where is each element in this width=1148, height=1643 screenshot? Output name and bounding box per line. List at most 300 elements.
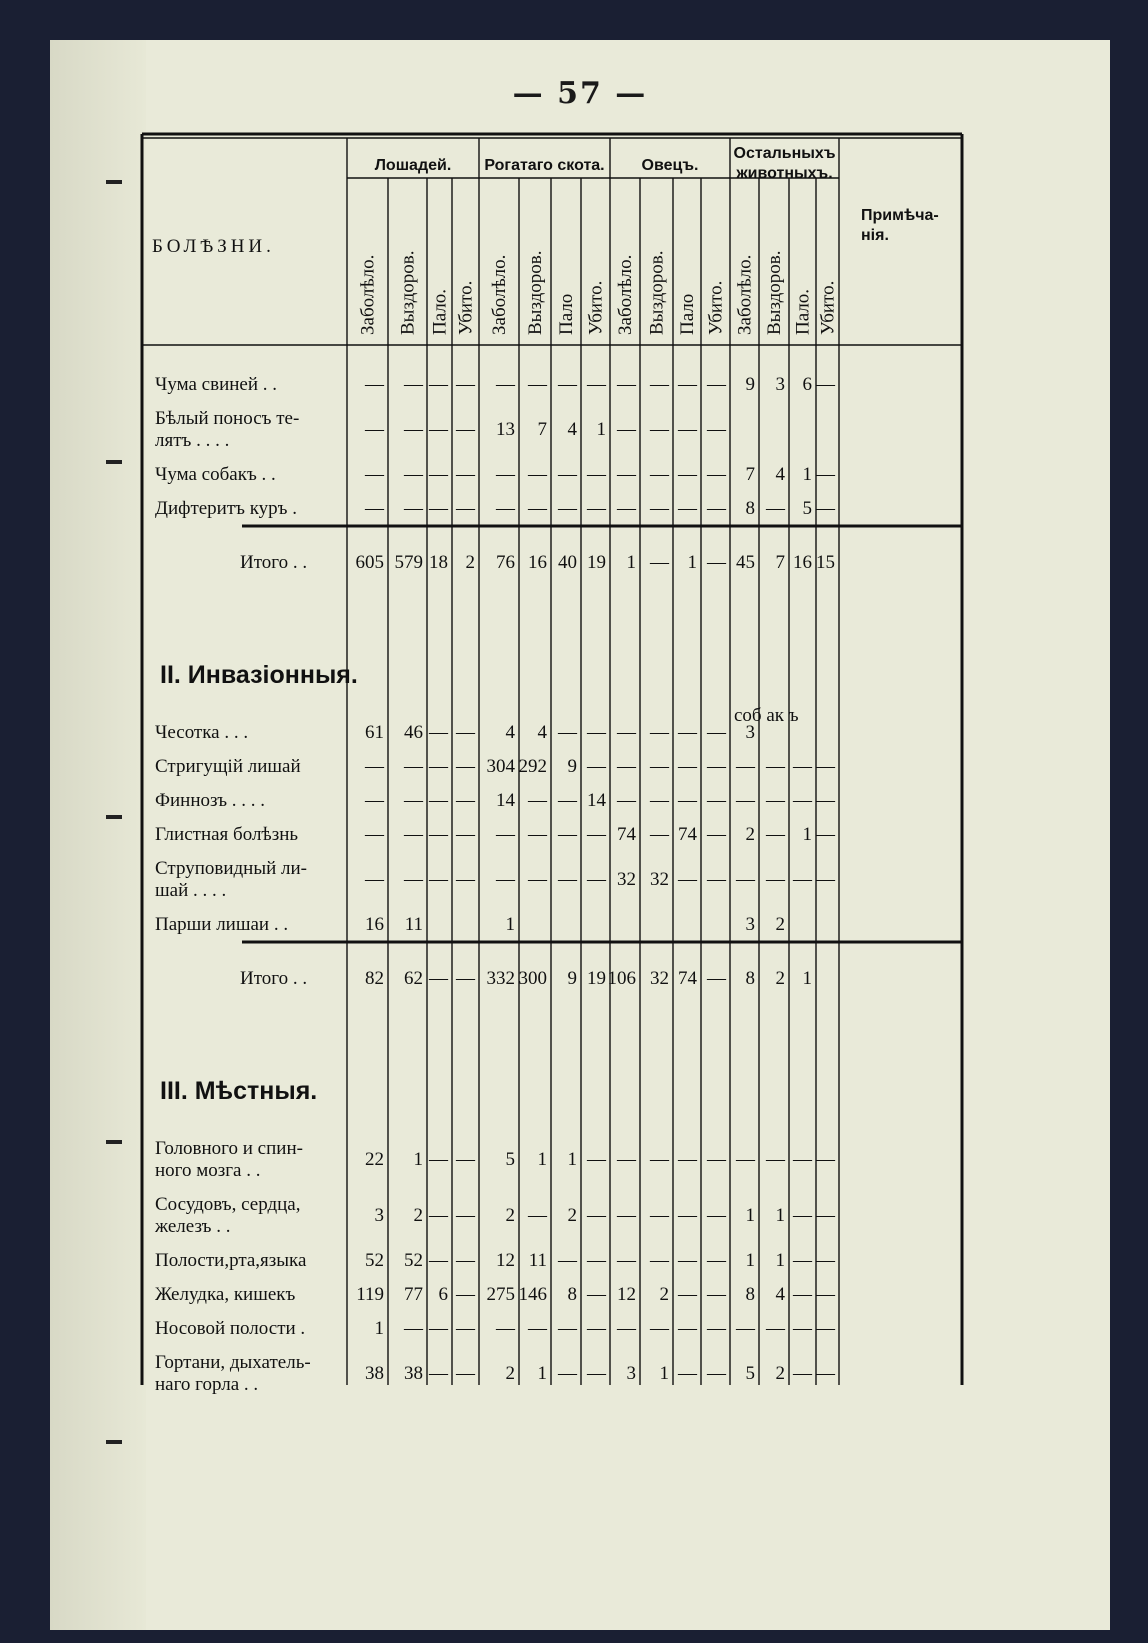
cell-value: — — [707, 1318, 726, 1339]
row-label: Чума собакъ . . — [155, 464, 276, 485]
cell-value: — — [429, 756, 448, 777]
cell-value: — — [793, 1149, 812, 1170]
cell-value: — — [558, 722, 577, 743]
cell-value: — — [650, 374, 669, 395]
row-label: наго горла . . — [155, 1374, 259, 1395]
cell-value: — — [365, 498, 384, 519]
cell-value: — — [456, 1149, 475, 1170]
cell-value: 16 — [793, 552, 812, 573]
cell-value: 9 — [567, 756, 577, 777]
cell-value: 14 — [496, 790, 515, 811]
cell-value: 1 — [802, 968, 812, 989]
cell-value: — — [707, 869, 726, 890]
cell-value: — — [587, 464, 606, 485]
row-note: соб ак ъ — [734, 705, 799, 726]
cell-value: — — [650, 1250, 669, 1271]
group-header: Лошадей. — [374, 157, 452, 174]
cell-value: — — [793, 1205, 812, 1226]
cell-value: — — [650, 790, 669, 811]
section-heading: II. Инвазіонныя. — [160, 661, 358, 689]
cell-value: 13 — [496, 419, 515, 440]
cell-value: — — [678, 1363, 697, 1384]
cell-value: — — [496, 824, 515, 845]
cell-value: 5 — [505, 1149, 515, 1170]
cell-value: — — [707, 1284, 726, 1305]
cell-value: 3 — [745, 914, 755, 935]
cell-value: — — [528, 824, 547, 845]
cell-value: — — [528, 790, 547, 811]
cell-value: — — [496, 374, 515, 395]
notes-column-header: Примѣча- — [861, 207, 939, 224]
cell-value: — — [678, 374, 697, 395]
cell-value: 82 — [365, 968, 384, 989]
cell-value: 1 — [567, 1149, 577, 1170]
cell-value: 52 — [404, 1250, 423, 1271]
cell-value: — — [816, 1363, 835, 1384]
cell-value: — — [617, 1205, 636, 1226]
cell-value: — — [707, 722, 726, 743]
cell-value: — — [429, 1363, 448, 1384]
cell-value: — — [558, 824, 577, 845]
cell-value: — — [736, 756, 755, 777]
cell-value: 1 — [745, 1205, 755, 1226]
cell-value: — — [793, 1284, 812, 1305]
cell-value: 19 — [587, 552, 606, 573]
book-page — [50, 40, 1110, 1630]
cell-value: — — [707, 824, 726, 845]
cell-value: — — [793, 756, 812, 777]
cell-value: — — [558, 464, 577, 485]
notes-column-header: нія. — [861, 227, 889, 244]
cell-value: — — [766, 498, 785, 519]
row-label: Струповидный ли- — [155, 858, 308, 879]
cell-value: 1 — [413, 1149, 423, 1170]
cell-value: 9 — [745, 374, 755, 395]
cell-value: 3 — [745, 722, 755, 743]
cell-value: 11 — [528, 1250, 547, 1271]
row-label: Бѣлый поносъ те- — [155, 408, 300, 429]
cell-value: — — [816, 464, 835, 485]
cell-value: — — [528, 1318, 547, 1339]
cell-value: — — [707, 790, 726, 811]
section-heading: III. Мѣстныя. — [160, 1077, 318, 1105]
cell-value: — — [528, 374, 547, 395]
cell-value: — — [429, 968, 448, 989]
cell-value: — — [678, 1250, 697, 1271]
cell-value: — — [558, 869, 577, 890]
subcolumn-header: Убито. — [705, 280, 727, 335]
cell-value: — — [587, 1284, 606, 1305]
row-label: Стригущій лишай — [155, 756, 301, 777]
cell-value: — — [707, 968, 726, 989]
cell-value: — — [816, 1284, 835, 1305]
cell-value: 7 — [745, 464, 755, 485]
cell-value: 1 — [505, 914, 515, 935]
cell-value: — — [678, 790, 697, 811]
cell-value: — — [496, 869, 515, 890]
cell-value: — — [528, 869, 547, 890]
cell-value: 119 — [356, 1284, 384, 1305]
cell-value: 16 — [365, 914, 384, 935]
row-label: Чесотка . . . — [155, 722, 249, 743]
cell-value: — — [404, 790, 423, 811]
cell-value: — — [456, 869, 475, 890]
cell-value: 2 — [567, 1205, 577, 1226]
cell-value: — — [617, 790, 636, 811]
cell-value: — — [456, 790, 475, 811]
cell-value: 38 — [365, 1363, 384, 1384]
cell-value: — — [587, 824, 606, 845]
cell-value: — — [678, 1149, 697, 1170]
cell-value: 1 — [775, 1250, 785, 1271]
group-header: Рогатаго скота. — [484, 157, 605, 174]
cell-value: — — [365, 790, 384, 811]
cell-value: 18 — [429, 552, 448, 573]
cell-value: — — [816, 1250, 835, 1271]
cell-value: — — [766, 1318, 785, 1339]
subcolumn-header: Пало — [677, 293, 698, 335]
cell-value: 8 — [745, 498, 755, 519]
cell-value: — — [650, 464, 669, 485]
cell-value: — — [456, 968, 475, 989]
cell-value: — — [650, 1205, 669, 1226]
cell-value: — — [617, 1318, 636, 1339]
cell-value: — — [429, 464, 448, 485]
cell-value: 2 — [413, 1205, 423, 1226]
cell-value: 46 — [404, 722, 423, 743]
cell-value: 2 — [745, 824, 755, 845]
cell-value: 22 — [365, 1149, 384, 1170]
row-label: Итого . . — [240, 552, 308, 573]
subcolumn-header: Выздоров. — [764, 250, 785, 335]
cell-value: 14 — [587, 790, 606, 811]
cell-value: 32 — [650, 869, 669, 890]
cell-value: 2 — [505, 1205, 515, 1226]
cell-value: — — [650, 498, 669, 519]
cell-value: — — [678, 419, 697, 440]
cell-value: 7 — [537, 419, 547, 440]
cell-value: — — [456, 1205, 475, 1226]
cell-value: — — [429, 790, 448, 811]
cell-value: — — [587, 1318, 606, 1339]
cell-value: 146 — [518, 1284, 547, 1305]
cell-value: — — [816, 1149, 835, 1170]
cell-value: — — [707, 498, 726, 519]
cell-value: — — [558, 374, 577, 395]
cell-value: 16 — [528, 552, 547, 573]
page-number: — 57 — — [512, 76, 648, 111]
cell-value: — — [429, 374, 448, 395]
cell-value: 332 — [486, 968, 515, 989]
cell-value: — — [404, 498, 423, 519]
cell-value: — — [429, 869, 448, 890]
cell-value: — — [678, 869, 697, 890]
cell-value: — — [404, 824, 423, 845]
subcolumn-header: Убито. — [817, 280, 839, 335]
cell-value: — — [617, 722, 636, 743]
row-label: железъ . . — [155, 1216, 231, 1237]
cell-value: 8 — [567, 1284, 577, 1305]
cell-value: — — [558, 1250, 577, 1271]
cell-value: — — [707, 1250, 726, 1271]
cell-value: — — [404, 419, 423, 440]
cell-value: 3 — [775, 374, 785, 395]
cell-value: 6 — [438, 1284, 448, 1305]
row-label: лятъ . . . . — [155, 430, 230, 451]
cell-value: 1 — [802, 824, 812, 845]
row-label: Финнозъ . . . . — [155, 790, 266, 811]
cell-value: — — [456, 498, 475, 519]
cell-value: — — [650, 552, 669, 573]
cell-value: — — [736, 869, 755, 890]
cell-value: — — [365, 419, 384, 440]
cell-value: — — [456, 1363, 475, 1384]
cell-value: — — [707, 374, 726, 395]
cell-value: 3 — [374, 1205, 384, 1226]
cell-value: 275 — [486, 1284, 515, 1305]
cell-value: — — [736, 1318, 755, 1339]
cell-value: — — [816, 756, 835, 777]
cell-value: 605 — [355, 552, 384, 573]
cell-value: 579 — [394, 552, 423, 573]
cell-value: 40 — [558, 552, 577, 573]
cell-value: — — [456, 419, 475, 440]
cell-value: 1 — [626, 552, 636, 573]
cell-value: 5 — [802, 498, 812, 519]
cell-value: 4 — [505, 722, 515, 743]
cell-value: — — [793, 869, 812, 890]
row-label: Итого . . — [240, 968, 308, 989]
cell-value: — — [707, 1205, 726, 1226]
cell-value: — — [816, 790, 835, 811]
cell-value: 2 — [659, 1284, 669, 1305]
cell-value: — — [456, 1284, 475, 1305]
cell-value: 1 — [659, 1363, 669, 1384]
cell-value: 8 — [745, 1284, 755, 1305]
cell-value: 62 — [404, 968, 423, 989]
subcolumn-header: Убито. — [585, 280, 607, 335]
cell-value: — — [650, 756, 669, 777]
cell-value: 38 — [404, 1363, 423, 1384]
row-label: Носовой полости . — [155, 1318, 306, 1339]
subcolumn-header: Заболѣло. — [734, 254, 756, 335]
cell-value: — — [617, 1250, 636, 1271]
cell-value: — — [558, 498, 577, 519]
cell-value: — — [707, 464, 726, 485]
cell-value: 1 — [596, 419, 606, 440]
row-label: Дифтеритъ куръ . — [155, 498, 298, 519]
cell-value: 11 — [404, 914, 423, 935]
cell-value: — — [429, 824, 448, 845]
cell-value: — — [766, 756, 785, 777]
cell-value: — — [587, 1250, 606, 1271]
cell-value: 74 — [678, 968, 697, 989]
cell-value: 76 — [496, 552, 515, 573]
cell-value: — — [429, 1318, 448, 1339]
cell-value: 8 — [745, 968, 755, 989]
cell-value: — — [528, 1205, 547, 1226]
cell-value: 74 — [617, 824, 636, 845]
cell-value: — — [456, 1318, 475, 1339]
cell-value: 7 — [775, 552, 785, 573]
cell-value: — — [650, 1318, 669, 1339]
row-label: ного мозга . . — [155, 1160, 261, 1181]
cell-value: — — [365, 464, 384, 485]
cell-value: 5 — [745, 1363, 755, 1384]
cell-value: — — [528, 464, 547, 485]
cell-value: — — [707, 1149, 726, 1170]
subcolumn-header: Выздоров. — [525, 250, 546, 335]
cell-value: — — [816, 374, 835, 395]
cell-value: — — [793, 1363, 812, 1384]
subcolumn-header: Пало. — [429, 288, 451, 335]
cell-value: 52 — [365, 1250, 384, 1271]
cell-value: 4 — [775, 464, 785, 485]
cell-value: — — [404, 869, 423, 890]
cell-value: 1 — [687, 552, 697, 573]
cell-value: 106 — [607, 968, 636, 989]
cell-value: — — [793, 1318, 812, 1339]
cell-value: — — [678, 1284, 697, 1305]
cell-value: — — [496, 498, 515, 519]
cell-value: — — [617, 419, 636, 440]
cell-value: 77 — [404, 1284, 423, 1305]
cell-value: — — [766, 1149, 785, 1170]
cell-value: — — [587, 1363, 606, 1384]
row-label: Чума свиней . . — [155, 374, 278, 395]
cell-value: 4 — [775, 1284, 785, 1305]
cell-value: — — [587, 869, 606, 890]
cell-value: 32 — [617, 869, 636, 890]
cell-value: — — [456, 824, 475, 845]
group-header: Остальныхъ — [733, 145, 836, 162]
cell-value: — — [736, 790, 755, 811]
cell-value: 19 — [587, 968, 606, 989]
row-label: Глистная болѣзнь — [155, 824, 299, 845]
cell-value: — — [707, 756, 726, 777]
cell-value: — — [816, 1318, 835, 1339]
group-header: Овецъ. — [641, 157, 699, 174]
cell-value: — — [707, 552, 726, 573]
cell-value: — — [587, 374, 606, 395]
cell-value: 74 — [678, 824, 697, 845]
cell-value: — — [678, 464, 697, 485]
cell-value: — — [678, 1318, 697, 1339]
cell-value: 2 — [775, 1363, 785, 1384]
cell-value: — — [456, 374, 475, 395]
cell-value: — — [766, 790, 785, 811]
cell-value: — — [365, 374, 384, 395]
cell-value: — — [429, 1205, 448, 1226]
group-header: животныхъ. — [736, 165, 833, 182]
cell-value: — — [404, 1318, 423, 1339]
row-label: Полости,рта,языка — [155, 1250, 307, 1271]
cell-value: — — [766, 824, 785, 845]
cell-value: 1 — [802, 464, 812, 485]
cell-value: — — [617, 464, 636, 485]
cell-value: — — [707, 1363, 726, 1384]
cell-value: — — [793, 790, 812, 811]
cell-value: — — [617, 498, 636, 519]
subcolumn-header: Заболѣло. — [489, 254, 510, 335]
cell-value: — — [429, 419, 448, 440]
cell-value: 1 — [537, 1149, 547, 1170]
cell-value: — — [617, 756, 636, 777]
cell-value: — — [456, 722, 475, 743]
cell-value: 300 — [518, 968, 547, 989]
cell-value: 6 — [802, 374, 812, 395]
subcolumn-header: Пало — [556, 293, 577, 335]
cell-value: — — [816, 498, 835, 519]
cell-value: — — [456, 756, 475, 777]
cell-value: — — [816, 869, 835, 890]
row-label: шай . . . . — [155, 880, 227, 901]
cell-value: — — [496, 464, 515, 485]
cell-value: — — [429, 498, 448, 519]
cell-value: — — [429, 722, 448, 743]
row-label: Сосудовъ, сердца, — [155, 1194, 301, 1215]
cell-value: 12 — [496, 1250, 515, 1271]
cell-value: — — [496, 1318, 515, 1339]
cell-value: 1 — [374, 1318, 384, 1339]
cell-value: — — [365, 824, 384, 845]
row-label: Головного и спин- — [155, 1138, 303, 1159]
cell-value: 4 — [567, 419, 577, 440]
cell-value: — — [650, 1149, 669, 1170]
cell-value: — — [404, 756, 423, 777]
row-label: Парши лишаи . . — [155, 914, 289, 935]
cell-value: — — [707, 419, 726, 440]
cell-value: 2 — [465, 552, 475, 573]
cell-value: 1 — [745, 1250, 755, 1271]
cell-value: — — [558, 790, 577, 811]
cell-value: — — [793, 1250, 812, 1271]
cell-value: — — [528, 498, 547, 519]
cell-value: 1 — [537, 1363, 547, 1384]
cell-value: — — [404, 374, 423, 395]
cell-value: 12 — [617, 1284, 636, 1305]
cell-value: 45 — [736, 552, 755, 573]
cell-value: — — [587, 1205, 606, 1226]
cell-value: — — [617, 1149, 636, 1170]
cell-value: — — [678, 722, 697, 743]
cell-value: 4 — [537, 722, 547, 743]
cell-value: 61 — [365, 722, 384, 743]
cell-value: 3 — [626, 1363, 636, 1384]
cell-value: — — [558, 1363, 577, 1384]
cell-value: — — [678, 1205, 697, 1226]
cell-value: 9 — [567, 968, 577, 989]
subcolumn-header: Заболѣло. — [357, 254, 379, 335]
subcolumn-header: Выздоров. — [646, 250, 668, 335]
cell-value: 1 — [775, 1205, 785, 1226]
row-label: Желудка, кишекъ — [155, 1284, 296, 1305]
cell-value: 292 — [518, 756, 547, 777]
subcolumn-header: Заболѣло. — [615, 254, 636, 335]
cell-value: — — [365, 869, 384, 890]
cell-value: 2 — [505, 1363, 515, 1384]
cell-value: — — [429, 1250, 448, 1271]
cell-value: — — [558, 1318, 577, 1339]
cell-value: — — [587, 722, 606, 743]
cell-value: — — [587, 1149, 606, 1170]
disease-column-header: БОЛѢЗНИ. — [152, 236, 275, 257]
cell-value: — — [617, 374, 636, 395]
cell-value: — — [766, 869, 785, 890]
cell-value: — — [456, 464, 475, 485]
cell-value: — — [587, 498, 606, 519]
row-label: Гортани, дыхатель- — [155, 1352, 311, 1373]
